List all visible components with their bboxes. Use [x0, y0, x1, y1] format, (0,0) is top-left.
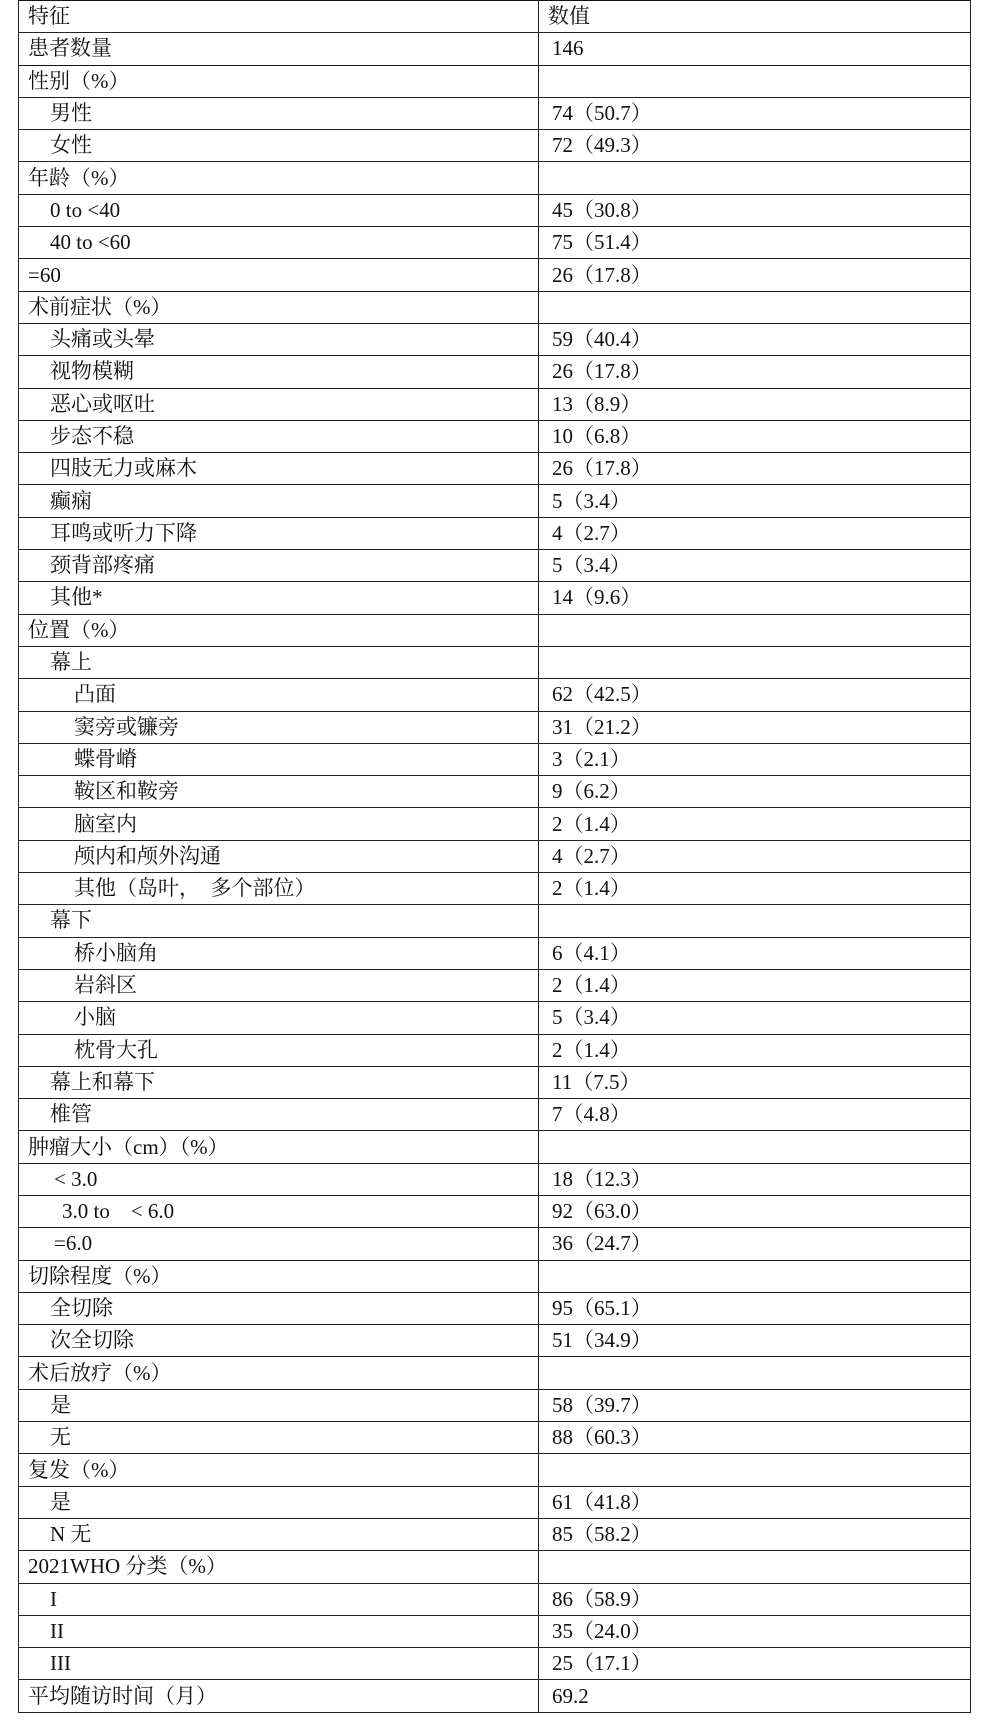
table-row	[19, 1551, 971, 1583]
row-label: 0 to <40	[19, 194, 539, 226]
row-label: 鞍区和鞍旁	[19, 776, 539, 808]
row-label: 术前症状（%）	[19, 291, 539, 323]
row-value: 5（3.4）	[539, 485, 971, 517]
row-label: 女性	[19, 130, 539, 162]
row-label: 无	[19, 1422, 539, 1454]
table-row	[19, 1325, 971, 1357]
table-row	[19, 1002, 971, 1034]
row-value: 2（1.4）	[539, 1034, 971, 1066]
row-value	[539, 1131, 971, 1163]
table-row	[19, 1389, 971, 1421]
table-row	[19, 550, 971, 582]
table-row	[19, 356, 971, 388]
row-value	[539, 291, 971, 323]
table-row	[19, 65, 971, 97]
table-row	[19, 905, 971, 937]
row-value: 5（3.4）	[539, 550, 971, 582]
table-row	[19, 1680, 971, 1712]
table-row	[19, 33, 971, 65]
table-row	[19, 743, 971, 775]
table-row	[19, 453, 971, 485]
table-row	[19, 873, 971, 905]
row-value: 2（1.4）	[539, 808, 971, 840]
row-label: 椎管	[19, 1099, 539, 1131]
row-value: 86（58.9）	[539, 1583, 971, 1615]
row-label: 是	[19, 1486, 539, 1518]
row-label: 幕下	[19, 905, 539, 937]
row-label: 年龄（%）	[19, 162, 539, 194]
table-header-row	[19, 1, 971, 33]
row-label: 平均随访时间（月）	[19, 1680, 539, 1712]
row-label: N 无	[19, 1518, 539, 1550]
table-row	[19, 808, 971, 840]
row-value	[539, 1551, 971, 1583]
table-row	[19, 582, 971, 614]
row-value: 62（42.5）	[539, 679, 971, 711]
row-value: 2（1.4）	[539, 969, 971, 1001]
row-label: II	[19, 1615, 539, 1647]
row-label: 幕上	[19, 646, 539, 678]
table-row	[19, 1260, 971, 1292]
row-label: 肿瘤大小（cm）（%）	[19, 1131, 539, 1163]
row-label: 其他（岛叶， 多个部位）	[19, 873, 539, 905]
characteristics-table-container	[18, 0, 970, 1713]
row-label: 枕骨大孔	[19, 1034, 539, 1066]
row-value: 51（34.9）	[539, 1325, 971, 1357]
row-value: 4（2.7）	[539, 517, 971, 549]
row-label: 切除程度（%）	[19, 1260, 539, 1292]
row-value	[539, 162, 971, 194]
table-row	[19, 1066, 971, 1098]
row-value: 4（2.7）	[539, 840, 971, 872]
row-label: 凸面	[19, 679, 539, 711]
row-value	[539, 614, 971, 646]
table-row	[19, 162, 971, 194]
row-value: 2（1.4）	[539, 873, 971, 905]
row-label: 四肢无力或麻木	[19, 453, 539, 485]
row-label: 2021WHO 分类（%）	[19, 1551, 539, 1583]
table-row	[19, 1615, 971, 1647]
row-label: 桥小脑角	[19, 937, 539, 969]
row-value	[539, 1260, 971, 1292]
table-row	[19, 646, 971, 678]
table-row	[19, 388, 971, 420]
row-label: 是	[19, 1389, 539, 1421]
row-label: 其他*	[19, 582, 539, 614]
table-row	[19, 1486, 971, 1518]
table-row	[19, 291, 971, 323]
row-value: 6（4.1）	[539, 937, 971, 969]
table-row	[19, 1228, 971, 1260]
table-row	[19, 1034, 971, 1066]
table-row	[19, 776, 971, 808]
row-value: 36（24.7）	[539, 1228, 971, 1260]
row-label: 颅内和颅外沟通	[19, 840, 539, 872]
row-value: 26（17.8）	[539, 356, 971, 388]
row-value: 85（58.2）	[539, 1518, 971, 1550]
row-value: 14（9.6）	[539, 582, 971, 614]
table-row	[19, 679, 971, 711]
table-row	[19, 1583, 971, 1615]
table-row	[19, 711, 971, 743]
row-label: 复发（%）	[19, 1454, 539, 1486]
row-label: =6.0	[19, 1228, 539, 1260]
row-label: 术后放疗（%）	[19, 1357, 539, 1389]
row-value: 11（7.5）	[539, 1066, 971, 1098]
row-value: 26（17.8）	[539, 259, 971, 291]
row-value	[539, 905, 971, 937]
table-row	[19, 969, 971, 1001]
table-row	[19, 937, 971, 969]
row-label: 癫痫	[19, 485, 539, 517]
row-value	[539, 1357, 971, 1389]
row-value: 31（21.2）	[539, 711, 971, 743]
row-label: =60	[19, 259, 539, 291]
row-label: 耳鸣或听力下降	[19, 517, 539, 549]
table-row	[19, 97, 971, 129]
row-label: 视物模糊	[19, 356, 539, 388]
row-label: 岩斜区	[19, 969, 539, 1001]
row-value: 25（17.1）	[539, 1648, 971, 1680]
table-row	[19, 227, 971, 259]
table-row	[19, 614, 971, 646]
table-row	[19, 194, 971, 226]
header-feature: 特征	[19, 1, 539, 33]
table-row	[19, 130, 971, 162]
row-label: 次全切除	[19, 1325, 539, 1357]
row-label: I	[19, 1583, 539, 1615]
row-value: 72（49.3）	[539, 130, 971, 162]
row-label: 性别（%）	[19, 65, 539, 97]
row-label: 3.0 to < 6.0	[19, 1195, 539, 1227]
row-value: 9（6.2）	[539, 776, 971, 808]
row-value: 7（4.8）	[539, 1099, 971, 1131]
characteristics-table	[18, 0, 971, 1713]
row-value: 88（60.3）	[539, 1422, 971, 1454]
table-row	[19, 485, 971, 517]
row-label: < 3.0	[19, 1163, 539, 1195]
row-value: 61（41.8）	[539, 1486, 971, 1518]
row-label: 恶心或呕吐	[19, 388, 539, 420]
row-label: 位置（%）	[19, 614, 539, 646]
table-row	[19, 1422, 971, 1454]
row-value: 59（40.4）	[539, 323, 971, 355]
table-row	[19, 259, 971, 291]
row-label: III	[19, 1648, 539, 1680]
row-label: 蝶骨嵴	[19, 743, 539, 775]
table-row	[19, 517, 971, 549]
table-row	[19, 420, 971, 452]
row-value	[539, 65, 971, 97]
row-label: 颈背部疼痛	[19, 550, 539, 582]
row-value: 10（6.8）	[539, 420, 971, 452]
table-row	[19, 1099, 971, 1131]
row-value: 26（17.8）	[539, 453, 971, 485]
row-value: 69.2	[539, 1680, 971, 1712]
row-value: 95（65.1）	[539, 1292, 971, 1324]
row-value: 146	[539, 33, 971, 65]
table-row	[19, 1357, 971, 1389]
row-label: 男性	[19, 97, 539, 129]
table-row	[19, 1292, 971, 1324]
row-value: 92（63.0）	[539, 1195, 971, 1227]
row-value: 74（50.7）	[539, 97, 971, 129]
table-row	[19, 1195, 971, 1227]
row-value: 45（30.8）	[539, 194, 971, 226]
row-label: 患者数量	[19, 33, 539, 65]
row-value	[539, 1454, 971, 1486]
row-value: 58（39.7）	[539, 1389, 971, 1421]
row-value	[539, 646, 971, 678]
table-row	[19, 1454, 971, 1486]
row-label: 全切除	[19, 1292, 539, 1324]
row-value: 13（8.9）	[539, 388, 971, 420]
table-row	[19, 840, 971, 872]
row-label: 小脑	[19, 1002, 539, 1034]
row-label: 幕上和幕下	[19, 1066, 539, 1098]
row-label: 40 to <60	[19, 227, 539, 259]
row-value: 35（24.0）	[539, 1615, 971, 1647]
table-row	[19, 323, 971, 355]
table-body	[19, 33, 971, 1712]
row-value: 3（2.1）	[539, 743, 971, 775]
row-label: 头痛或头晕	[19, 323, 539, 355]
header-value: 数值	[539, 1, 971, 33]
row-label: 步态不稳	[19, 420, 539, 452]
row-value: 5（3.4）	[539, 1002, 971, 1034]
table-row	[19, 1163, 971, 1195]
row-label: 窦旁或镰旁	[19, 711, 539, 743]
row-label: 脑室内	[19, 808, 539, 840]
table-row	[19, 1131, 971, 1163]
table-row	[19, 1648, 971, 1680]
row-value: 18（12.3）	[539, 1163, 971, 1195]
row-value: 75（51.4）	[539, 227, 971, 259]
table-row	[19, 1518, 971, 1550]
